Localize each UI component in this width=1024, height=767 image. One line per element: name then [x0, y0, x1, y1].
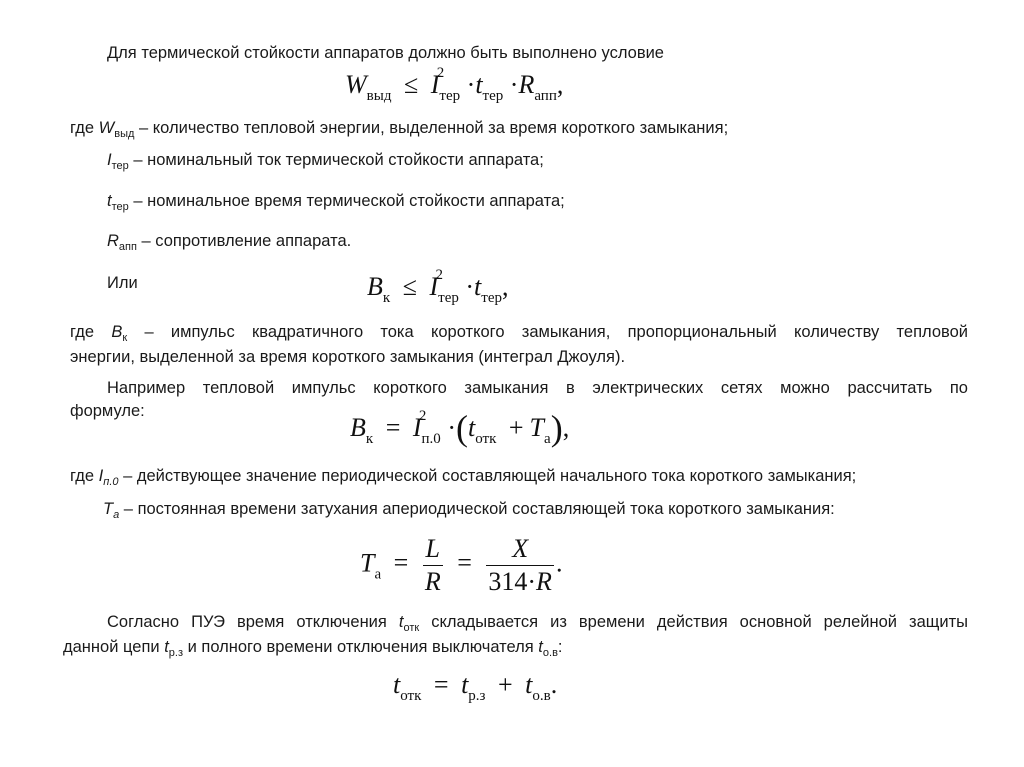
example-text-cont: формуле:: [70, 402, 145, 420]
formula-bk-calc: $B_к = I$ 2 $_{п.0} \cdot(t_{отк} + T_а)$,: [350, 408, 570, 448]
definition-bk-cont: энергии, выделенной за время короткого замыкания (интеграл Джоуля).: [70, 348, 626, 366]
definition-ip0: где $I_{п.0}$ – действующее значение периодической составляющей начального тока короткого замыкания;: [70, 467, 857, 488]
intro-text: Для термической стойкости аппаратов должно быть выполнено условие: [107, 44, 664, 62]
formula-totk: $t_{отк} = t_{р.з} + t_{о.в}$.: [393, 670, 558, 704]
pue-text-cont: данной цепи $t_{р.з}$ и полного времени отключения выключателя $t_{о.в}$:: [63, 638, 563, 659]
or-text: Или: [107, 274, 138, 292]
definition-t: $t_{тер}$ – номинальное время термической стойкости аппарата;: [107, 192, 565, 213]
definition-i: $I_{тер}$ – номинальный ток термической стойкости аппарата;: [107, 151, 544, 172]
formula-bk: $B_к \le I$ 2 $_{тер} \cdot t_{тер}$,: [367, 267, 509, 306]
formula-wvyd: $W_{выд} \le I$ 2 $_{тер} \cdot t_{тер} \cdot R_{апп}$,: [345, 65, 564, 104]
definition-r: $R_{апп}$ – сопротивление аппарата.: [107, 232, 352, 253]
definition-w: где $W_{выд}$ – количество тепловой энергии, выделенной за время короткого замыкания;: [70, 119, 729, 140]
definition-bk: где $B_к$ – импульс квадратичного тока короткого замыкания, пропорциональный количеству тепловой: [70, 323, 968, 344]
pue-text: Согласно ПУЭ время отключения $t_{отк}$ складывается из времени действия основной релейной защиты: [107, 613, 968, 634]
definition-ta: $T_а$ – постоянная времени затухания апериодической составляющей тока короткого замыкания:: [103, 500, 835, 521]
formula-ta: $T_а$ = $\frac{L}{R}$ = $\frac{X}{314\cdot R}$ .: [360, 534, 563, 596]
example-text: Например тепловой импульс короткого замыкания в электрических сетях можно рассчитать по: [107, 379, 968, 397]
